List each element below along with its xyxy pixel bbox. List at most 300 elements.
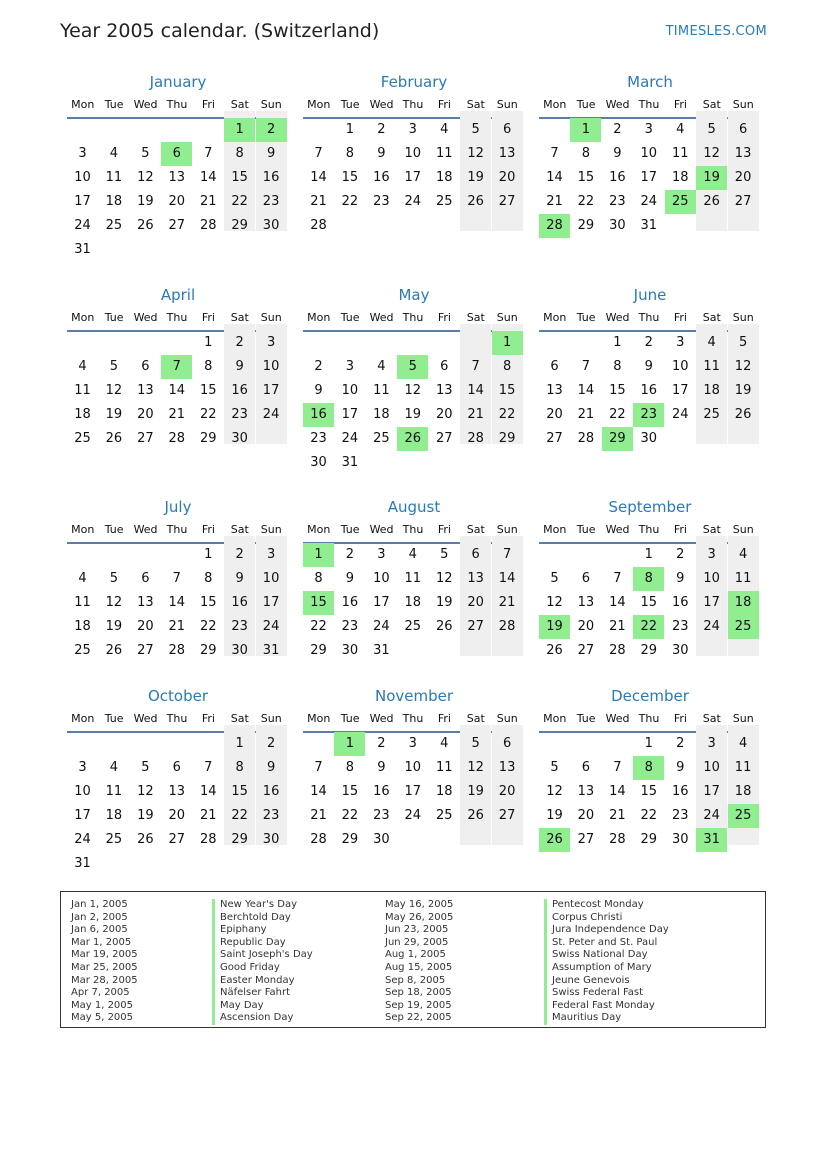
weekday-label: Fri xyxy=(437,712,451,725)
day-cell: 29 xyxy=(199,431,217,446)
day-cell: 9 xyxy=(345,571,355,586)
site-brand-link[interactable]: TIMESLES.COM xyxy=(665,24,767,39)
weekday-label: Mon xyxy=(543,311,567,324)
legend-holiday-name: Republic Day xyxy=(212,937,313,950)
day-cell: 28 xyxy=(609,832,626,847)
weekday-label: Fri xyxy=(673,311,687,324)
weekday-label: Sun xyxy=(260,712,282,725)
day-cell: 14 xyxy=(577,383,595,398)
day-cell: 2 xyxy=(235,335,244,350)
day-cell: 3 xyxy=(377,547,386,562)
weekday-label: Thu xyxy=(638,712,660,725)
legend-holiday-name: Pentecost Monday xyxy=(544,899,669,912)
weekday-label: Thu xyxy=(166,523,188,536)
day-cell: 11 xyxy=(435,146,453,161)
weekday-label: Sun xyxy=(496,311,518,324)
legend-holiday-name: Swiss Federal Fast xyxy=(544,987,669,1000)
day-cell: 21 xyxy=(310,808,327,823)
day-cell: 4 xyxy=(109,146,119,161)
day-cell: 19 xyxy=(467,784,484,799)
legend-holiday-name: Ascension Day xyxy=(212,1012,313,1025)
day-cell: 18 xyxy=(435,170,453,185)
weekday-label: Sat xyxy=(702,712,721,725)
weekday-label: Thu xyxy=(402,523,424,536)
day-cell: 13 xyxy=(137,383,154,398)
day-cell: 18 xyxy=(74,407,91,422)
day-cell: 4 xyxy=(738,547,748,562)
day-cell: 14 xyxy=(199,170,217,185)
day-cell: 15 xyxy=(341,784,359,799)
day-cell: 3 xyxy=(78,760,87,775)
day-cell: 21 xyxy=(199,194,217,209)
holiday-day-cell: 26 xyxy=(397,427,428,451)
day-cell: 7 xyxy=(204,760,213,775)
month-name: February xyxy=(380,73,448,91)
day-cell: 24 xyxy=(74,832,91,847)
legend-date: Sep 22, 2005 xyxy=(385,1012,452,1024)
day-cell: 27 xyxy=(498,194,516,209)
day-cell: 1 xyxy=(613,335,622,350)
day-cell: 7 xyxy=(314,760,323,775)
day-cell: 12 xyxy=(137,170,154,185)
weekday-label: Thu xyxy=(166,311,188,324)
day-cell: 12 xyxy=(546,595,563,610)
day-cell: 26 xyxy=(137,218,154,233)
day-cell: 3 xyxy=(78,146,87,161)
day-cell: 21 xyxy=(467,407,484,422)
day-cell: 10 xyxy=(671,359,689,374)
weekday-label: Fri xyxy=(673,523,687,536)
holiday-day-cell: 19 xyxy=(696,166,727,190)
day-cell: 16 xyxy=(373,170,390,185)
day-cell: 11 xyxy=(74,383,91,398)
holiday-day-cell: 26 xyxy=(539,828,570,852)
weekday-label: Wed xyxy=(605,712,630,725)
day-cell: 25 xyxy=(373,431,390,446)
day-cell: 24 xyxy=(74,218,91,233)
day-cell: 10 xyxy=(703,571,720,586)
day-cell: 11 xyxy=(105,170,123,185)
legend-holiday-name: May Day xyxy=(212,1000,313,1013)
day-cell: 11 xyxy=(734,760,752,775)
day-cell: 8 xyxy=(613,359,622,374)
weekday-label: Thu xyxy=(638,311,660,324)
day-cell: 9 xyxy=(314,383,323,398)
holiday-legend xyxy=(60,891,766,1028)
weekday-label: Thu xyxy=(638,98,660,111)
day-cell: 25 xyxy=(74,431,91,446)
day-cell: 13 xyxy=(498,146,516,161)
weekday-label: Tue xyxy=(104,311,124,324)
weekday-label: Sat xyxy=(702,311,721,324)
weekday-label: Wed xyxy=(369,98,394,111)
page-title: Year 2005 calendar. (Switzerland) xyxy=(60,20,380,42)
day-cell: 5 xyxy=(738,335,748,350)
holiday-day-cell: 25 xyxy=(728,615,759,639)
day-cell: 13 xyxy=(435,383,453,398)
day-cell: 16 xyxy=(373,784,390,799)
day-cell: 6 xyxy=(550,359,559,374)
legend-date: Sep 18, 2005 xyxy=(385,987,452,999)
day-cell: 16 xyxy=(671,784,689,799)
day-cell: 7 xyxy=(204,146,213,161)
day-cell: 14 xyxy=(310,784,327,799)
day-cell: 6 xyxy=(440,359,449,374)
day-cell: 25 xyxy=(74,643,91,658)
legend-holiday-name: Jura Independence Day xyxy=(544,924,669,937)
day-cell: 16 xyxy=(640,383,658,398)
day-cell: 10 xyxy=(404,146,422,161)
legend-holiday-name: Swiss National Day xyxy=(544,949,669,962)
day-cell: 17 xyxy=(373,595,390,610)
day-cell: 26 xyxy=(467,808,484,823)
legend-date: May 26, 2005 xyxy=(385,911,454,923)
legend-date: Mar 28, 2005 xyxy=(71,974,138,986)
day-cell: 22 xyxy=(640,808,658,823)
day-cell: 23 xyxy=(671,619,689,634)
day-cell: 6 xyxy=(502,122,512,137)
day-cell: 30 xyxy=(231,431,248,446)
day-cell: 19 xyxy=(546,808,563,823)
legend-holiday-name: Easter Monday xyxy=(212,975,313,988)
day-cell: 10 xyxy=(373,571,390,586)
day-cell: 27 xyxy=(137,431,154,446)
holiday-day-cell: 1 xyxy=(492,331,523,355)
day-cell: 17 xyxy=(703,784,720,799)
day-cell: 26 xyxy=(467,194,484,209)
day-cell: 13 xyxy=(168,784,186,799)
legend-dates-col-1 xyxy=(71,899,138,1025)
weekday-label: Sat xyxy=(230,98,249,111)
day-cell: 5 xyxy=(440,547,449,562)
day-cell: 19 xyxy=(467,170,484,185)
weekday-label: Fri xyxy=(673,712,687,725)
day-cell: 19 xyxy=(404,407,422,422)
day-cell: 3 xyxy=(266,547,276,562)
weekday-label: Mon xyxy=(543,98,567,111)
day-cell: 28 xyxy=(168,643,186,658)
day-cell: 17 xyxy=(671,383,689,398)
weekday-label: Fri xyxy=(437,523,451,536)
day-cell: 15 xyxy=(609,383,626,398)
day-cell: 13 xyxy=(577,595,595,610)
day-cell: 16 xyxy=(609,170,626,185)
day-cell: 25 xyxy=(435,194,453,209)
holiday-day-cell: 2 xyxy=(256,118,287,142)
day-cell: 20 xyxy=(137,619,154,634)
weekday-label: Sat xyxy=(230,523,249,536)
legend-holiday-name: Saint Joseph's Day xyxy=(212,949,313,962)
day-cell: 20 xyxy=(467,595,484,610)
weekday-label: Tue xyxy=(340,712,360,725)
day-cell: 8 xyxy=(345,760,355,775)
weekday-label: Tue xyxy=(104,523,124,536)
legend-names-col-2 xyxy=(544,899,669,1025)
day-cell: 19 xyxy=(137,808,154,823)
day-cell: 20 xyxy=(168,808,186,823)
day-cell: 21 xyxy=(609,619,626,634)
day-cell: 18 xyxy=(105,808,123,823)
day-cell: 12 xyxy=(546,784,563,799)
legend-holiday-name: Jeune Genevois xyxy=(544,975,669,988)
day-cell: 18 xyxy=(734,784,752,799)
day-cell: 18 xyxy=(373,407,390,422)
weekday-label: Sun xyxy=(496,712,518,725)
weekday-label: Wed xyxy=(133,712,158,725)
day-cell: 17 xyxy=(404,784,422,799)
legend-date: May 16, 2005 xyxy=(385,899,454,910)
day-cell: 7 xyxy=(550,146,559,161)
weekday-label: Wed xyxy=(369,712,394,725)
holiday-day-cell: 1 xyxy=(334,732,365,756)
day-cell: 22 xyxy=(199,407,217,422)
day-cell: 15 xyxy=(640,595,658,610)
weekday-label: Fri xyxy=(201,523,215,536)
holiday-day-cell: 25 xyxy=(728,804,759,828)
month-february xyxy=(303,73,525,273)
day-cell: 13 xyxy=(168,170,186,185)
holiday-day-cell: 1 xyxy=(224,118,255,142)
month-name: December xyxy=(611,687,689,705)
day-cell: 17 xyxy=(74,808,91,823)
legend-holiday-name: Federal Fast Monday xyxy=(544,1000,669,1013)
weekday-label: Thu xyxy=(166,98,188,111)
day-cell: 5 xyxy=(141,146,150,161)
day-cell: 21 xyxy=(498,595,516,610)
day-cell: 9 xyxy=(377,146,386,161)
day-cell: 22 xyxy=(498,407,516,422)
weekday-label: Sun xyxy=(732,523,754,536)
weekday-label: Sun xyxy=(260,98,282,111)
weekday-label: Wed xyxy=(369,523,394,536)
day-cell: 20 xyxy=(498,170,516,185)
day-cell: 5 xyxy=(471,122,480,137)
day-cell: 23 xyxy=(231,407,248,422)
day-cell: 8 xyxy=(204,571,213,586)
weekday-label: Tue xyxy=(340,311,360,324)
day-cell: 3 xyxy=(345,359,355,374)
day-cell: 29 xyxy=(640,832,658,847)
weekday-label: Tue xyxy=(104,712,124,725)
weekday-label: Sat xyxy=(466,311,485,324)
day-cell: 28 xyxy=(577,431,595,446)
weekday-label: Mon xyxy=(71,523,95,536)
day-cell: 8 xyxy=(314,571,323,586)
day-cell: 30 xyxy=(262,218,280,233)
day-cell: 17 xyxy=(262,595,280,610)
legend-holiday-name: Assumption of Mary xyxy=(544,962,669,975)
day-cell: 22 xyxy=(199,619,217,634)
day-cell: 25 xyxy=(404,619,422,634)
month-name: November xyxy=(374,687,454,705)
day-cell: 19 xyxy=(137,194,154,209)
day-cell: 23 xyxy=(262,808,280,823)
day-cell: 26 xyxy=(734,407,752,422)
day-cell: 11 xyxy=(404,571,422,586)
day-cell: 2 xyxy=(235,547,244,562)
day-cell: 28 xyxy=(199,832,217,847)
legend-date: Jan 2, 2005 xyxy=(71,911,128,923)
day-cell: 28 xyxy=(199,218,217,233)
day-cell: 17 xyxy=(262,383,280,398)
day-cell: 11 xyxy=(373,383,390,398)
day-cell: 3 xyxy=(707,547,716,562)
weekday-label: Sun xyxy=(496,523,518,536)
day-cell: 24 xyxy=(404,808,422,823)
month-name: May xyxy=(398,286,430,304)
month-june xyxy=(539,286,761,486)
day-cell: 6 xyxy=(581,571,591,586)
day-cell: 23 xyxy=(310,431,327,446)
day-cell: 12 xyxy=(703,146,720,161)
weekday-label: Sat xyxy=(466,712,485,725)
day-cell: 23 xyxy=(262,194,280,209)
day-cell: 19 xyxy=(435,595,453,610)
day-cell: 21 xyxy=(609,808,626,823)
weekday-label: Thu xyxy=(638,523,660,536)
day-cell: 3 xyxy=(408,736,417,751)
day-cell: 2 xyxy=(345,547,355,562)
day-cell: 13 xyxy=(137,595,154,610)
weekday-label: Wed xyxy=(605,523,630,536)
day-cell: 5 xyxy=(550,571,559,586)
day-cell: 30 xyxy=(310,455,327,470)
legend-date: May 1, 2005 xyxy=(71,999,134,1011)
day-cell: 28 xyxy=(498,619,516,634)
weekday-label: Sun xyxy=(732,311,754,324)
day-cell: 8 xyxy=(581,146,591,161)
day-cell: 19 xyxy=(105,407,123,422)
day-cell: 15 xyxy=(231,784,248,799)
weekday-label: Tue xyxy=(576,523,596,536)
weekday-label: Mon xyxy=(543,523,567,536)
day-cell: 30 xyxy=(671,643,689,658)
day-cell: 22 xyxy=(231,194,248,209)
legend-date: Mar 1, 2005 xyxy=(71,936,132,948)
day-cell: 10 xyxy=(262,359,280,374)
legend-date: Mar 19, 2005 xyxy=(71,949,138,961)
holiday-day-cell: 16 xyxy=(303,403,334,427)
weekday-label: Tue xyxy=(576,311,596,324)
day-cell: 26 xyxy=(703,194,720,209)
day-cell: 24 xyxy=(703,619,720,634)
day-cell: 31 xyxy=(74,856,91,871)
day-cell: 31 xyxy=(341,455,359,470)
day-cell: 23 xyxy=(231,619,248,634)
day-cell: 27 xyxy=(734,194,752,209)
weekday-label: Sat xyxy=(702,523,721,536)
month-may xyxy=(303,286,525,486)
day-cell: 10 xyxy=(262,571,280,586)
day-cell: 28 xyxy=(168,431,186,446)
day-cell: 1 xyxy=(644,736,653,751)
day-cell: 12 xyxy=(467,760,484,775)
day-cell: 31 xyxy=(640,218,658,233)
day-cell: 9 xyxy=(235,571,244,586)
day-cell: 13 xyxy=(734,146,752,161)
legend-date: Aug 15, 2005 xyxy=(385,961,453,973)
weekday-label: Wed xyxy=(133,98,158,111)
weekday-label: Wed xyxy=(133,311,158,324)
weekday-label: Fri xyxy=(201,712,215,725)
day-cell: 9 xyxy=(644,359,653,374)
day-cell: 29 xyxy=(341,832,359,847)
day-cell: 15 xyxy=(640,784,658,799)
day-cell: 27 xyxy=(137,643,154,658)
day-cell: 9 xyxy=(266,760,276,775)
weekday-label: Thu xyxy=(402,98,424,111)
day-cell: 14 xyxy=(609,595,626,610)
day-cell: 7 xyxy=(471,359,480,374)
weekday-label: Sat xyxy=(230,311,249,324)
day-cell: 2 xyxy=(377,736,386,751)
weekday-label: Mon xyxy=(307,523,331,536)
day-cell: 17 xyxy=(74,194,91,209)
day-cell: 15 xyxy=(199,383,217,398)
day-cell: 9 xyxy=(676,571,685,586)
day-cell: 7 xyxy=(502,547,512,562)
day-cell: 30 xyxy=(671,832,689,847)
day-cell: 10 xyxy=(74,784,91,799)
weekday-label: Sun xyxy=(260,311,282,324)
day-cell: 22 xyxy=(577,194,595,209)
day-cell: 24 xyxy=(262,619,280,634)
day-cell: 4 xyxy=(440,122,449,137)
day-cell: 6 xyxy=(581,760,591,775)
day-cell: 4 xyxy=(78,571,87,586)
day-cell: 29 xyxy=(310,643,327,658)
legend-date: Jun 23, 2005 xyxy=(385,924,449,936)
day-cell: 18 xyxy=(703,383,720,398)
legend-date: Jun 29, 2005 xyxy=(385,936,449,948)
day-cell: 27 xyxy=(498,808,516,823)
month-december xyxy=(539,687,761,887)
day-cell: 11 xyxy=(671,146,689,161)
day-cell: 13 xyxy=(577,784,595,799)
day-cell: 25 xyxy=(435,808,453,823)
day-cell: 17 xyxy=(341,407,359,422)
day-cell: 11 xyxy=(435,760,453,775)
day-cell: 24 xyxy=(262,407,280,422)
day-cell: 26 xyxy=(105,431,123,446)
day-cell: 16 xyxy=(262,784,280,799)
day-cell: 19 xyxy=(105,619,123,634)
day-cell: 10 xyxy=(341,383,359,398)
day-cell: 2 xyxy=(644,335,653,350)
day-cell: 27 xyxy=(435,431,453,446)
day-cell: 26 xyxy=(546,643,563,658)
day-cell: 7 xyxy=(581,359,591,374)
day-cell: 18 xyxy=(435,784,453,799)
holiday-day-cell: 15 xyxy=(303,591,334,615)
weekday-label: Mon xyxy=(307,712,331,725)
weekday-label: Mon xyxy=(307,311,331,324)
day-cell: 16 xyxy=(262,170,280,185)
day-cell: 22 xyxy=(341,808,359,823)
day-cell: 9 xyxy=(676,760,685,775)
day-cell: 21 xyxy=(546,194,563,209)
day-cell: 12 xyxy=(467,146,484,161)
day-cell: 4 xyxy=(707,335,716,350)
day-cell: 14 xyxy=(609,784,626,799)
month-name: September xyxy=(608,498,692,516)
day-cell: 8 xyxy=(345,146,355,161)
holiday-day-cell: 8 xyxy=(633,756,664,780)
day-cell: 29 xyxy=(498,431,516,446)
day-cell: 2 xyxy=(676,547,685,562)
day-cell: 15 xyxy=(199,595,217,610)
holiday-day-cell: 25 xyxy=(665,190,696,214)
